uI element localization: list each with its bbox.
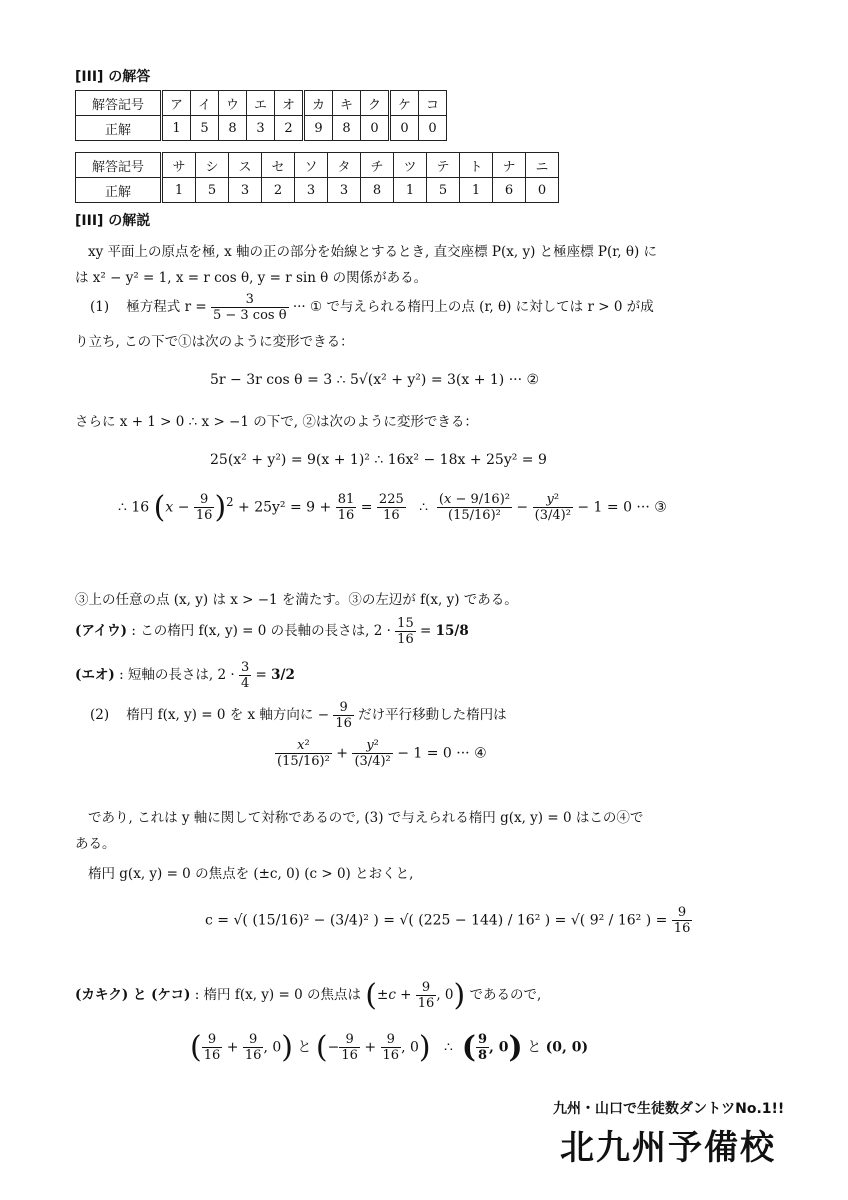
kakiku-line: (カキク) と (ケコ) : 楕円 f(x, y) = 0 の焦点は (±c + $\frac{9}{16}$ , 0) であるので, [75,978,542,1013]
answer-cell: 8 [361,178,394,203]
part2-label: (2) [90,707,110,723]
eo-result: 3/2 [271,667,295,683]
part1-text-a: 極方程式 r = [126,299,207,315]
eo-line: (エオ) : 短軸の長さは, 2 · $\frac{3}{4}$ = 3/2 [75,660,295,691]
fraction-c-result: $\frac{9}{16}$ [673,905,691,936]
answer-cell: 1 [162,178,196,203]
symbol-cell: サ [162,153,196,178]
answer-cell: 8 [333,116,361,141]
paren-close: ) [214,490,227,525]
table-row [76,91,447,116]
symbol-cell: ナ [493,153,526,178]
answer-cell: 2 [275,116,304,141]
table-row [76,178,559,203]
answer-cell: 3 [229,178,262,203]
aiu-result: 15/8 [435,623,469,639]
fraction-9-16: $\frac{9}{16}$ [195,492,213,523]
equation-2: 5r − 3r cos θ = 3 ∴ 5√(x² + y²) = 3(x + 1) ··· ② [210,372,540,388]
equation-3b: ∴ 16 (x − $\frac{9}{16}$ )$^2$ + 25y² = 9 + $\frac{81}{16}$ = $\frac{225}{16}$ ∴ $\frac{\text{(x − 9/16)²}}{\text{(15/16)²}}$ − $\frac{\text{y²}}{\text{(3/4)²}}$ − 1 = 0 ··· ③ [118,490,667,525]
eq3b-tail: − 1 = 0 ··· ③ [577,499,667,516]
kakiku-tail: であるので, [469,987,542,1003]
answer-cell: 3 [247,116,275,141]
polar-fraction [211,292,289,323]
part1-line-2: り立ち, この下で①は次のように変形できる： [75,334,354,350]
answer-cell: 2 [262,178,295,203]
footer-slogan: 九州・山口で生徒数ダントツNo.1!! [553,1101,785,1117]
aiu-line: (アイウ) : この楕円 f(x, y) = 0 の長軸の長さは, 2 · $\frac{15}{16}$ = 15/8 [75,616,469,647]
table-row [76,116,447,141]
fraction-15-16: $\frac{15}{16}$ [397,616,414,647]
answer-cell: 0 [419,116,447,141]
intro-line-1: xy 平面上の原点を極, x 軸の正の部分を始線とするとき, 直交座標 P(x, y) と極座標 P(r, θ) に [88,244,658,260]
part1-line [90,292,654,323]
ellipse-term-x: $\frac{\text{(x − 9/16)²}}{\text{(15/16)²}}$ [438,492,510,523]
aiu-label: (アイウ) [75,623,128,639]
fraction-81-16: $\frac{81}{16}$ [337,492,355,523]
answer-table-1 [75,90,447,141]
ellipse4-term-y: $\frac{\text{y²}}{\text{(3/4)²}}$ [354,738,391,769]
ellipse-term-y: $\frac{\text{y²}}{\text{(3/4)²}}$ [534,492,571,523]
symbol-cell: キ [333,91,361,116]
symbol-cell: コ [419,91,447,116]
symbol-cell: カ [304,91,333,116]
symbol-cell: タ [328,153,361,178]
answer-cell: 6 [493,178,526,203]
answer-cell: 1 [460,178,493,203]
kakiku-text: : 楕円 f(x, y) = 0 の焦点は [194,987,361,1003]
fraction-3-4: $\frac{3}{4}$ [240,660,250,691]
symbol-cell: ウ [219,91,247,116]
fraction-numerator: 3 [211,292,289,308]
eq4-tail: − 1 = 0 ··· ④ [397,745,487,762]
table-header-cell: 解答記号 [76,153,162,178]
symbol-cell: ト [460,153,493,178]
part2-text-b: だけ平行移動した楕円は [358,707,507,723]
answer-cell: 3 [328,178,361,203]
symbol-cell: テ [427,153,460,178]
answer-cell: 1 [162,116,191,141]
eo-label: (エオ) [75,667,115,683]
symbol-cell: エ [247,91,275,116]
part2-text: 楕円 f(x, y) = 0 を x 軸方向に − [126,707,330,723]
answer-cell: 9 [304,116,333,141]
fraction-9-8: $\frac{9}{8}$ [477,1032,488,1063]
answer-table-2 [75,152,559,203]
final-tail: と [527,1039,542,1056]
symmetry-line-1: であり, これは y 軸に関して対称であるので, (3) で与えられる楕円 g(x, y) = 0 はこの④で [88,810,644,826]
symbol-cell: セ [262,153,295,178]
table-header-cell: 解答記号 [76,91,162,116]
symbol-cell: ツ [394,153,427,178]
symbol-cell: ア [162,91,191,116]
answer-cell: 0 [361,116,390,141]
table-row [76,153,559,178]
answer-cell: 5 [191,116,219,141]
symmetry-line-2: ある。 [75,836,116,852]
c-eq-lhs: c = [205,912,230,929]
paren-open: ( [153,490,166,525]
paren-open: ( [365,978,377,1013]
answers-heading: [III] の解答 [75,69,151,85]
school-logo: 北九州予備校 [560,1128,776,1168]
focus-line: 楕円 g(x, y) = 0 の焦点を (±c, 0) (c > 0) とおくと, [88,866,414,882]
symbol-cell: イ [191,91,219,116]
symbol-cell: ス [229,153,262,178]
symbol-cell: シ [196,153,229,178]
symbol-cell: ソ [295,153,328,178]
answer-cell: 1 [394,178,427,203]
final-result-origin: (0, 0) [545,1039,589,1056]
fraction-225-16: $\frac{225}{16}$ [378,492,404,523]
symbol-cell: ニ [526,153,559,178]
answer-cell: 0 [390,116,419,141]
symbol-cell: ク [361,91,390,116]
explanation-heading: [III] の解説 [75,213,151,229]
part1-label: (1) [90,299,110,315]
fraction-denominator: 5 − 3 cos θ [212,308,287,323]
answer-cell: 3 [295,178,328,203]
var-x: x [165,499,174,516]
eq3b-mid: + 25y² = 9 + [238,499,332,516]
equation-3a: 25(x² + y²) = 9(x + 1)² ∴ 16x² − 18x + 25y² = 9 [210,452,547,468]
part2-line [90,700,507,731]
kakiku-label: (カキク) と (ケコ) [75,987,191,1003]
paren-close: ) [453,978,466,1013]
note-3: ③上の任意の点 (x, y) は x > −1 を満たす。③の左辺が f(x, y) である。 [75,592,518,608]
fraction-9-16-shift: $\frac{9}{16}$ [335,700,352,731]
final-equation: ( $\frac{9}{16}$ + $\frac{9}{16}$ , 0) と (− $\frac{9}{16}$ + $\frac{9}{16}$ , 0) ∴ ( $\frac{9}{8}$ , 0) と (0, 0) [190,1030,589,1065]
eq3b-equals: = [360,499,373,516]
answer-cell: 8 [219,116,247,141]
equation-4: $\frac{\text{x²}}{\text{(15/16)²}}$ + $\frac{\text{y²}}{\text{(3/4)²}}$ − 1 = 0 ··· ④ [277,738,487,769]
ellipse4-term-x: $\frac{\text{x²}}{\text{(15/16)²}}$ [277,738,330,769]
intro-line-2: は x² − y² = 1, x = r cos θ, y = r sin θ の関係がある。 [75,270,428,286]
table-answer-label: 正解 [76,178,162,203]
c-equation: c = √( (15/16)² − (3/4)² ) = √( (225 − 144) / 16² ) = √( 9² / 16² ) = $\frac{9}{16}$ [205,905,691,936]
symbol-cell: チ [361,153,394,178]
eo-text: : 短軸の長さは, 2 · [119,667,235,683]
condition-line: さらに x + 1 > 0 ∴ x > −1 の下で, ②は次のように変形できる： [75,414,478,430]
fraction-9-16-focus: $\frac{9}{16}$ [417,980,435,1011]
table-answer-label: 正解 [76,116,162,141]
answer-cell: 5 [427,178,460,203]
eq3b-left: ∴ 16 [118,499,150,516]
answer-cell: 5 [196,178,229,203]
aiu-text: : この楕円 f(x, y) = 0 の長軸の長さは, 2 · [131,623,391,639]
part1-text-b: ··· ① で与えられる楕円上の点 (r, θ) に対しては r > 0 が成 [292,299,654,315]
symbol-cell: オ [275,91,304,116]
answer-cell: 0 [526,178,559,203]
symbol-cell: ケ [390,91,419,116]
